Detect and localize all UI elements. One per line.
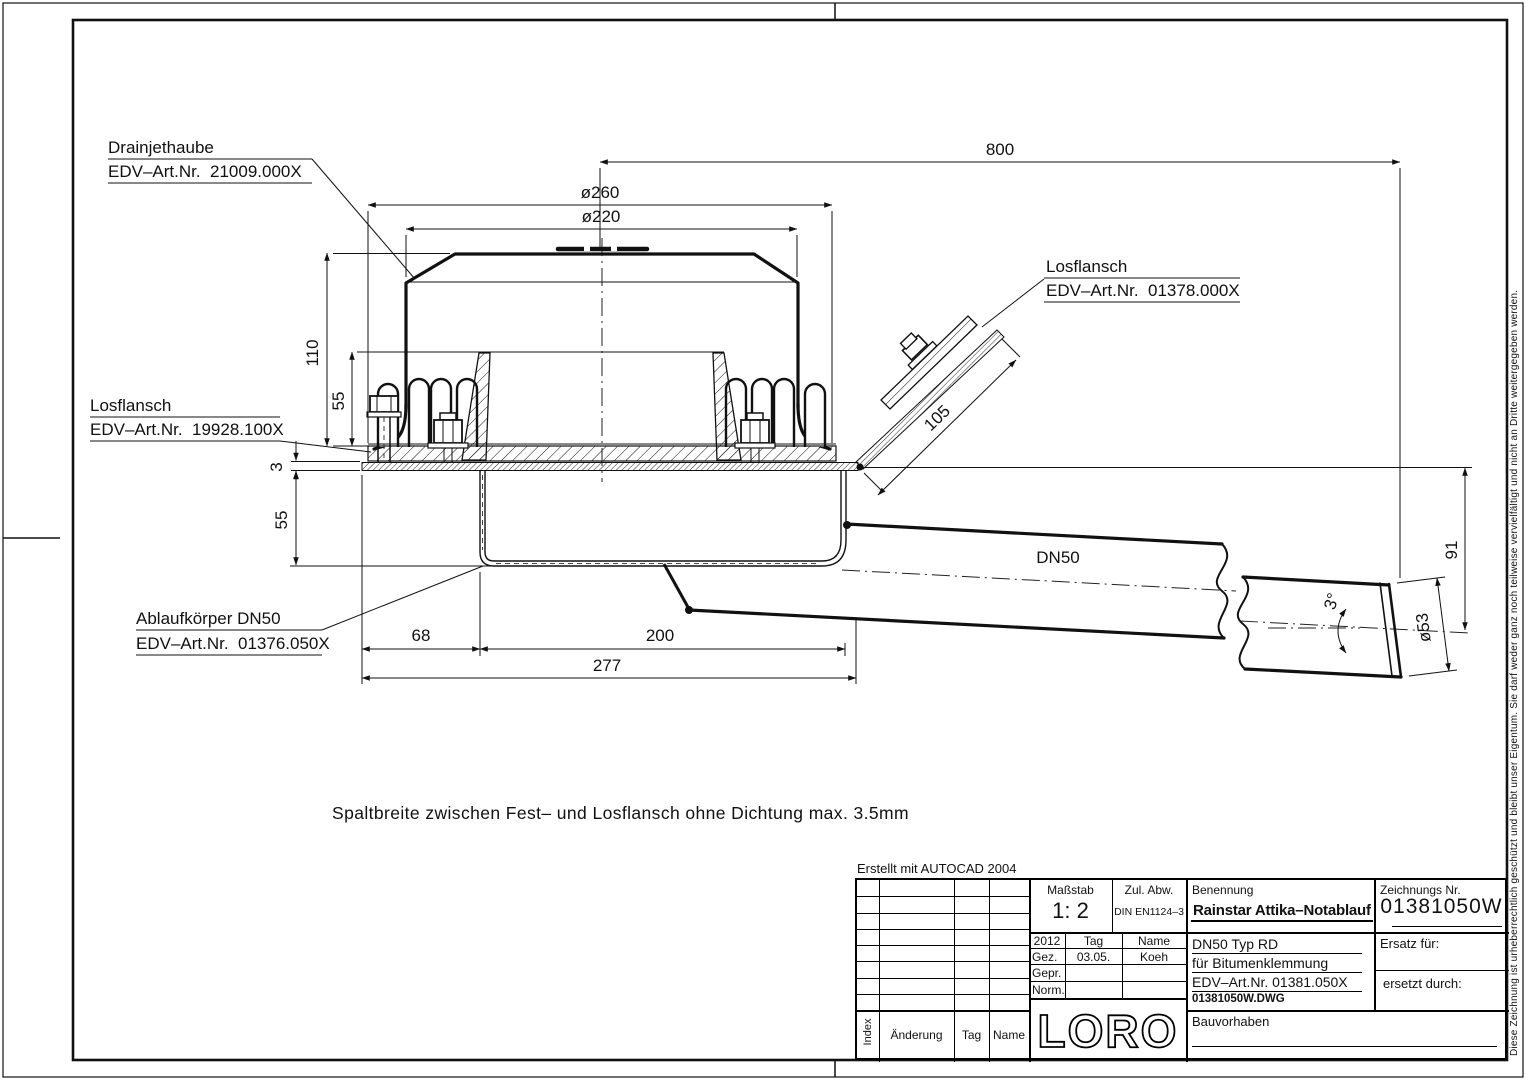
- grid-line: [857, 896, 1029, 897]
- dim-277: 277: [592, 656, 622, 675]
- loro-logo: [1033, 1000, 1183, 1060]
- gez-label: Gez.: [1032, 950, 1058, 964]
- dim-260: ø260: [580, 183, 620, 202]
- label-losflansch-right: Losflansch: [1046, 257, 1128, 276]
- ersatz-fuer-label: Ersatz für:: [1380, 936, 1440, 951]
- massstab-value: 1: 2: [1052, 898, 1089, 923]
- gez-name: Koeh: [1139, 950, 1169, 964]
- year-cell: 2012: [1033, 934, 1061, 948]
- grid-line: [1186, 932, 1509, 934]
- grid-line: [857, 978, 1029, 979]
- grid-line: [857, 961, 1029, 962]
- grid-line: [1029, 964, 1186, 965]
- dim-55-top: 55: [329, 391, 348, 411]
- grid-line: [1374, 970, 1509, 971]
- gez-tag: 03.05.: [1076, 950, 1111, 964]
- bauvorhaben-label: Bauvorhaben: [1192, 1014, 1270, 1029]
- dim-91: 91: [1442, 540, 1461, 560]
- dim-53: ø53: [1412, 611, 1435, 644]
- dim-800: 800: [985, 140, 1015, 159]
- ersetzt-durch-label: ersetzt durch:: [1383, 976, 1462, 991]
- name-header: Name: [1137, 934, 1170, 948]
- grid-line: [1029, 981, 1186, 982]
- part-label-texts: [90, 138, 1240, 823]
- zeichnungs-label: Zeichnungs Nr.: [1380, 883, 1461, 897]
- dim-3: 3: [267, 462, 286, 472]
- created-with-note: Erstellt mit AUTOCAD 2004: [857, 861, 1017, 876]
- dim-110: 110: [303, 339, 322, 367]
- desc-line3: EDV–Art.Nr. 01381.050X: [1192, 974, 1362, 992]
- zul-abw-value: DIN EN1124–3: [1114, 906, 1184, 918]
- outlet-pipe: [689, 524, 1401, 677]
- label-drainjethaube: Drainjethaube: [108, 138, 214, 157]
- benennung-label: Benennung: [1192, 883, 1254, 897]
- grid-line: [857, 994, 1029, 995]
- pipe-dn50-label: DN50: [1036, 548, 1080, 567]
- dim-105: 105: [920, 401, 954, 435]
- dim-200: 200: [645, 626, 675, 645]
- label-ablaufkoerper: Ablaufkörper DN50: [136, 609, 281, 628]
- gap-note: Spaltbreite zwischen Fest– und Losflansch ohne Dichtung max. 3.5mm: [332, 803, 909, 823]
- label-losflansch-left: Losflansch: [90, 396, 172, 415]
- grid-line: [857, 945, 1029, 946]
- revision-col-tag: Tag: [961, 1028, 982, 1042]
- tag-header: Tag: [1083, 934, 1104, 948]
- grid-line: [1186, 1010, 1509, 1012]
- massstab-label: Maßstab: [1047, 883, 1094, 897]
- label-ablaufkoerper-artnr: EDV–Art.Nr. 01376.050X: [136, 634, 330, 653]
- zeichnungs-value: 01381050W: [1380, 895, 1503, 918]
- desc-line1: DN50 Typ RD: [1192, 936, 1362, 954]
- part-labels: [90, 159, 1240, 655]
- grid-line: [1186, 880, 1188, 1062]
- gepr-label: Gepr.: [1032, 966, 1062, 980]
- grid-line: [857, 913, 1029, 914]
- revision-col-index: Index: [862, 1018, 874, 1046]
- grid-line: [857, 929, 1029, 930]
- label-losflansch-left-artnr: EDV–Art.Nr. 19928.100X: [90, 420, 284, 439]
- dim-55-bottom: 55: [272, 510, 291, 530]
- label-losflansch-right-artnr: EDV–Art.Nr. 01378.000X: [1046, 281, 1240, 300]
- benennung-value: Rainstar Attika–Notablauf: [1191, 902, 1373, 922]
- norm-label: Norm.: [1032, 983, 1065, 997]
- title-block: [855, 878, 1507, 1060]
- dim-68: 68: [411, 626, 431, 645]
- loro-logo-text: LORO: [1037, 1005, 1179, 1057]
- grid-line: [857, 1010, 1029, 1012]
- revision-col-name: Name: [992, 1028, 1025, 1042]
- desc-line2: für Bitumenklemmung: [1192, 955, 1362, 973]
- label-drainjethaube-artnr: EDV–Art.Nr. 21009.000X: [108, 162, 302, 181]
- dim-angle-3deg: 3°: [1320, 590, 1344, 612]
- desc-line4: 01381050W.DWG: [1192, 993, 1285, 1005]
- drain-body: [480, 471, 851, 614]
- grid-line: [1392, 926, 1502, 927]
- copyright-vertical-text: Diese Zeichnung ist urheberrechtlich geschützt und bleibt unser Eigentum. Sie darf weder ganz noch teilweise vervielfältigt und nicht an Dritte weitergegeben werden.: [1509, 289, 1520, 1056]
- dim-220: ø220: [581, 207, 621, 226]
- revision-col-aenderung: Änderung: [890, 1028, 943, 1042]
- grid-line: [1029, 948, 1186, 949]
- grid-line: [1192, 1046, 1497, 1047]
- zul-abw-label: Zul. Abw.: [1124, 883, 1174, 897]
